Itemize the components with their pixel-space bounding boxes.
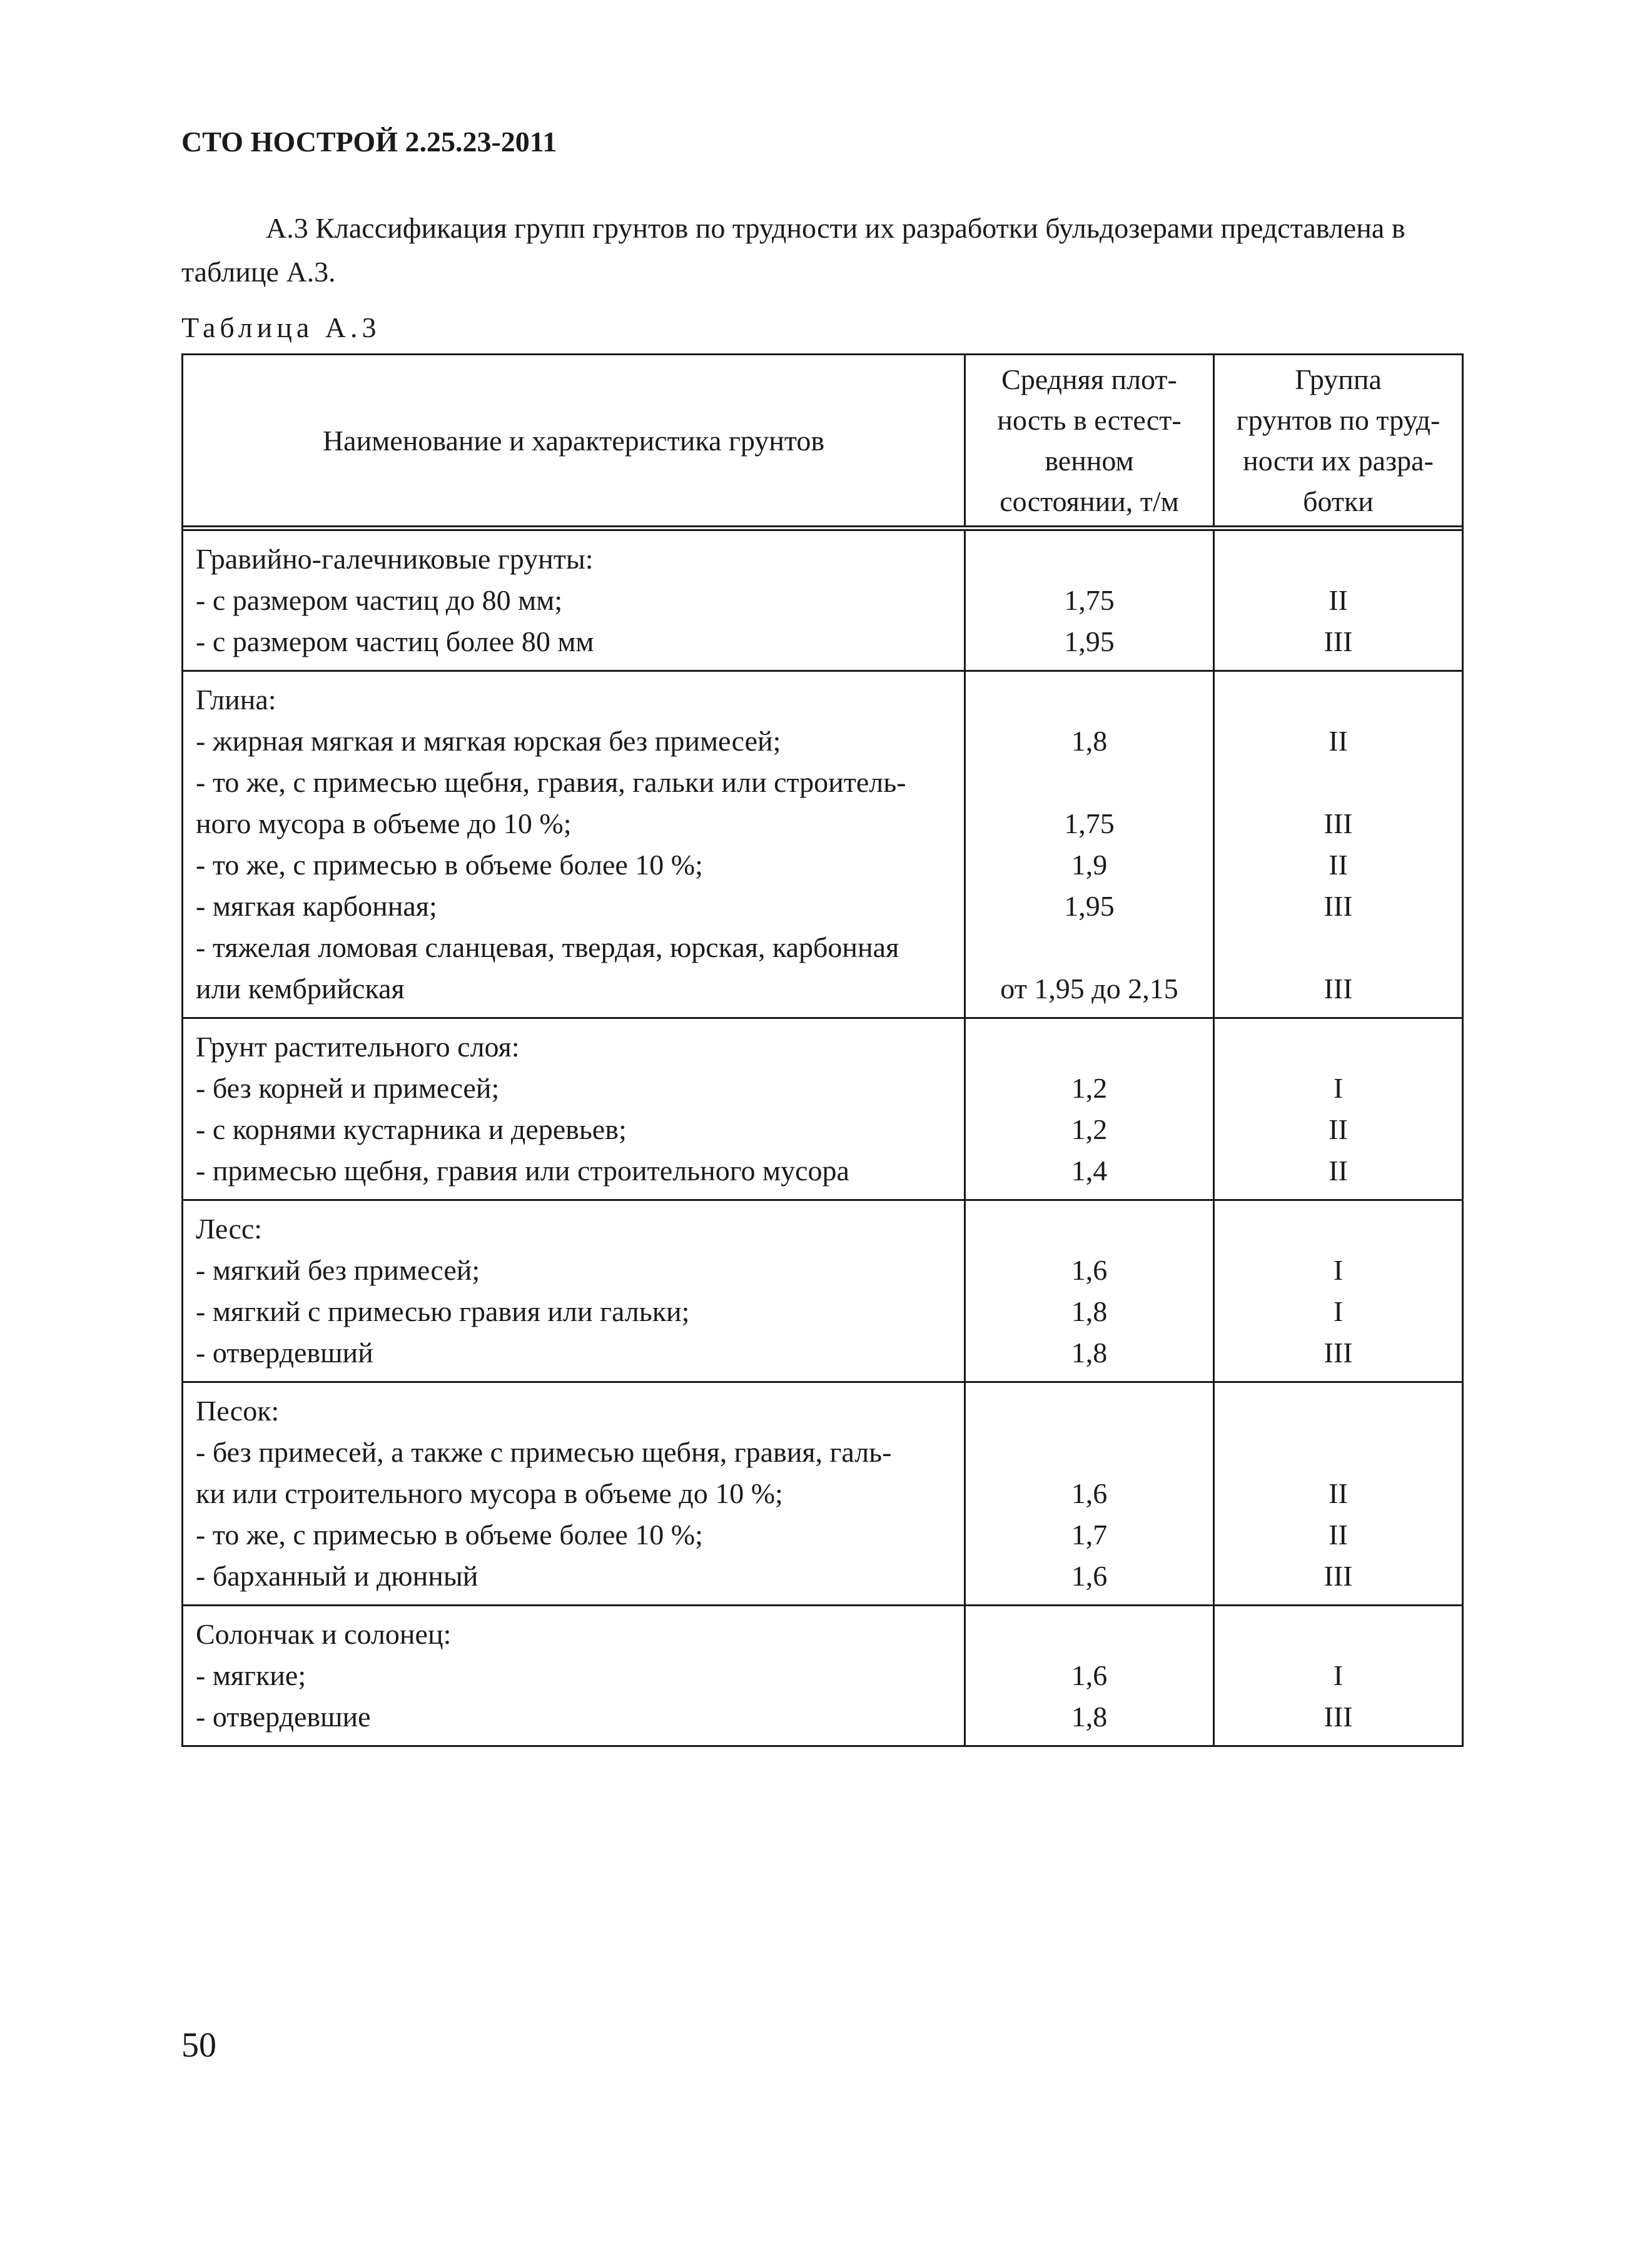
density-value: 1,4	[1071, 1155, 1108, 1187]
table-cell-name	[183, 1019, 964, 1199]
soil-name-line: - мягкие;	[196, 1659, 306, 1691]
table-cell-density	[964, 672, 1213, 1017]
density-value: 1,95	[1064, 625, 1115, 657]
soil-name-line: - отвердевший	[196, 1337, 373, 1369]
group-value	[1215, 679, 1462, 721]
table-caption: Таблица А.3	[181, 311, 381, 343]
header-group: Группа грунтов по труд- ности их разра- ботки	[1213, 355, 1462, 525]
density-value: 1,8	[1071, 1295, 1108, 1327]
density-value: 1,8	[1071, 1337, 1108, 1369]
table-cell-group	[1213, 672, 1462, 1017]
soil-name-line: - мягкий с примесью гравия или гальки;	[196, 1295, 690, 1327]
group-value: I	[1333, 1072, 1344, 1104]
soil-name-line: ного мусора в объеме до 10 %;	[196, 807, 572, 839]
density-value	[966, 762, 1213, 803]
density-value	[966, 1432, 1213, 1473]
soil-name-line: - барханный и дюнный	[196, 1560, 478, 1592]
document-code: СТО НОСТРОЙ 2.25.23-2011	[181, 126, 557, 158]
table-group-row	[183, 1199, 1462, 1381]
group-value	[1215, 927, 1462, 968]
table-cell-name	[183, 1383, 964, 1604]
density-value: от 1,95 до 2,15	[1000, 973, 1178, 1005]
density-value: 1,2	[1071, 1113, 1108, 1145]
group-value: III	[1324, 1701, 1353, 1733]
soil-name-line: - без примесей, а также с примесью щебня, гравия, галь-	[196, 1436, 892, 1468]
group-value: I	[1333, 1659, 1344, 1691]
intro-paragraph: А.3 Классификация групп грунтов по трудности их разработки бульдозерами представлена в таблице А.3.	[181, 212, 1405, 288]
soil-name-line: - отвердевшие	[196, 1701, 371, 1733]
density-value	[966, 1208, 1213, 1250]
soil-name-line: - то же, с примесью в объеме более 10 %;	[196, 1519, 703, 1551]
group-value: II	[1329, 725, 1348, 757]
soil-name-line: Глина:	[196, 684, 276, 716]
group-value: II	[1329, 1155, 1348, 1187]
group-value: III	[1324, 1560, 1353, 1592]
group-value: I	[1333, 1254, 1344, 1286]
density-value: 1,6	[1071, 1254, 1108, 1286]
table-group-row	[183, 1381, 1462, 1604]
soil-name-line: Гравийно-галечниковые грунты:	[196, 543, 594, 575]
group-value	[1215, 1208, 1462, 1250]
table-cell-name	[183, 672, 964, 1017]
density-value: 1,75	[1064, 584, 1115, 616]
soil-name-line: - примесью щебня, гравия или строительного мусора	[196, 1155, 849, 1187]
group-value: II	[1329, 849, 1348, 881]
group-value: III	[1324, 625, 1353, 657]
soil-name-line: Песок:	[196, 1395, 280, 1427]
density-value	[966, 1026, 1213, 1068]
group-value	[1215, 1432, 1462, 1473]
table-cell-name	[183, 531, 964, 670]
soil-name-line: - с размером частиц до 80 мм;	[196, 584, 563, 616]
density-value: 1,2	[1071, 1072, 1108, 1104]
table-cell-density	[964, 1201, 1213, 1381]
table-group-row	[183, 670, 1462, 1017]
group-value: II	[1329, 584, 1348, 616]
group-value: III	[1324, 807, 1353, 839]
soil-classification-table	[181, 353, 1464, 1747]
table-cell-group	[1213, 531, 1462, 670]
table-group-row	[183, 1017, 1462, 1199]
soil-name-line: - то же, с примесью щебня, гравия, гальки или строитель-	[196, 766, 906, 798]
density-value	[966, 539, 1213, 580]
density-value: 1,8	[1071, 1701, 1108, 1733]
table-cell-name	[183, 1201, 964, 1381]
density-value	[966, 679, 1213, 721]
soil-name-line: - тяжелая ломовая сланцевая, твердая, юрская, карбонная	[196, 931, 899, 963]
table-body	[183, 531, 1462, 1745]
density-value	[966, 1390, 1213, 1432]
table-cell-group	[1213, 1606, 1462, 1745]
soil-name-line: - то же, с примесью в объеме более 10 %;	[196, 849, 703, 881]
density-value	[966, 1614, 1213, 1655]
soil-name-line: - мягкий без примесей;	[196, 1254, 480, 1286]
group-value: III	[1324, 1337, 1353, 1369]
soil-name-line: - мягкая карбонная;	[196, 890, 437, 922]
table-header-row	[183, 355, 1462, 531]
group-value	[1215, 1026, 1462, 1068]
soil-name-line: Лесс:	[196, 1213, 263, 1245]
density-value: 1,7	[1071, 1519, 1108, 1551]
group-value	[1215, 1614, 1462, 1655]
group-value: I	[1333, 1295, 1344, 1327]
group-value: II	[1329, 1519, 1348, 1551]
density-value: 1,95	[1064, 890, 1115, 922]
table-group-row	[183, 531, 1462, 670]
header-name: Наименование и характеристика грунтов	[322, 424, 825, 457]
table-group-row	[183, 1604, 1462, 1745]
density-value: 1,75	[1064, 807, 1115, 839]
density-value: 1,6	[1071, 1477, 1108, 1509]
soil-name-line: Солончак и солонец:	[196, 1618, 452, 1650]
soil-name-line: или кембрийская	[196, 973, 405, 1005]
table-cell-name	[183, 1606, 964, 1745]
table-cell-group	[1213, 1019, 1462, 1199]
group-value: II	[1329, 1477, 1348, 1509]
header-density: Средняя плот- ность в естест- венном состоянии, т/м	[964, 355, 1213, 525]
soil-name-line: - с размером частиц более 80 мм	[196, 625, 594, 657]
table-cell-density	[964, 531, 1213, 670]
table-cell-group	[1213, 1383, 1462, 1604]
table-cell-density	[964, 1606, 1213, 1745]
group-value	[1215, 1390, 1462, 1432]
soil-name-line: - жирная мягкая и мягкая юрская без примесей;	[196, 725, 781, 757]
soil-name-line: - без корней и примесей;	[196, 1072, 500, 1104]
density-value	[966, 927, 1213, 968]
density-value: 1,6	[1071, 1560, 1108, 1592]
soil-name-line: - с корнями кустарника и деревьев;	[196, 1113, 627, 1145]
table-cell-group	[1213, 1201, 1462, 1381]
group-value	[1215, 539, 1462, 580]
group-value: III	[1324, 890, 1353, 922]
group-value	[1215, 762, 1462, 803]
page-number: 50	[181, 2026, 216, 2065]
table-cell-density	[964, 1383, 1213, 1604]
density-value: 1,9	[1071, 849, 1108, 881]
density-value: 1,8	[1071, 725, 1108, 757]
group-value: II	[1329, 1113, 1348, 1145]
density-value: 1,6	[1071, 1659, 1108, 1691]
table-cell-density	[964, 1019, 1213, 1199]
soil-name-line: Грунт растительного слоя:	[196, 1031, 520, 1063]
group-value: III	[1324, 973, 1353, 1005]
soil-name-line: ки или строительного мусора в объеме до 10 %;	[196, 1477, 783, 1509]
